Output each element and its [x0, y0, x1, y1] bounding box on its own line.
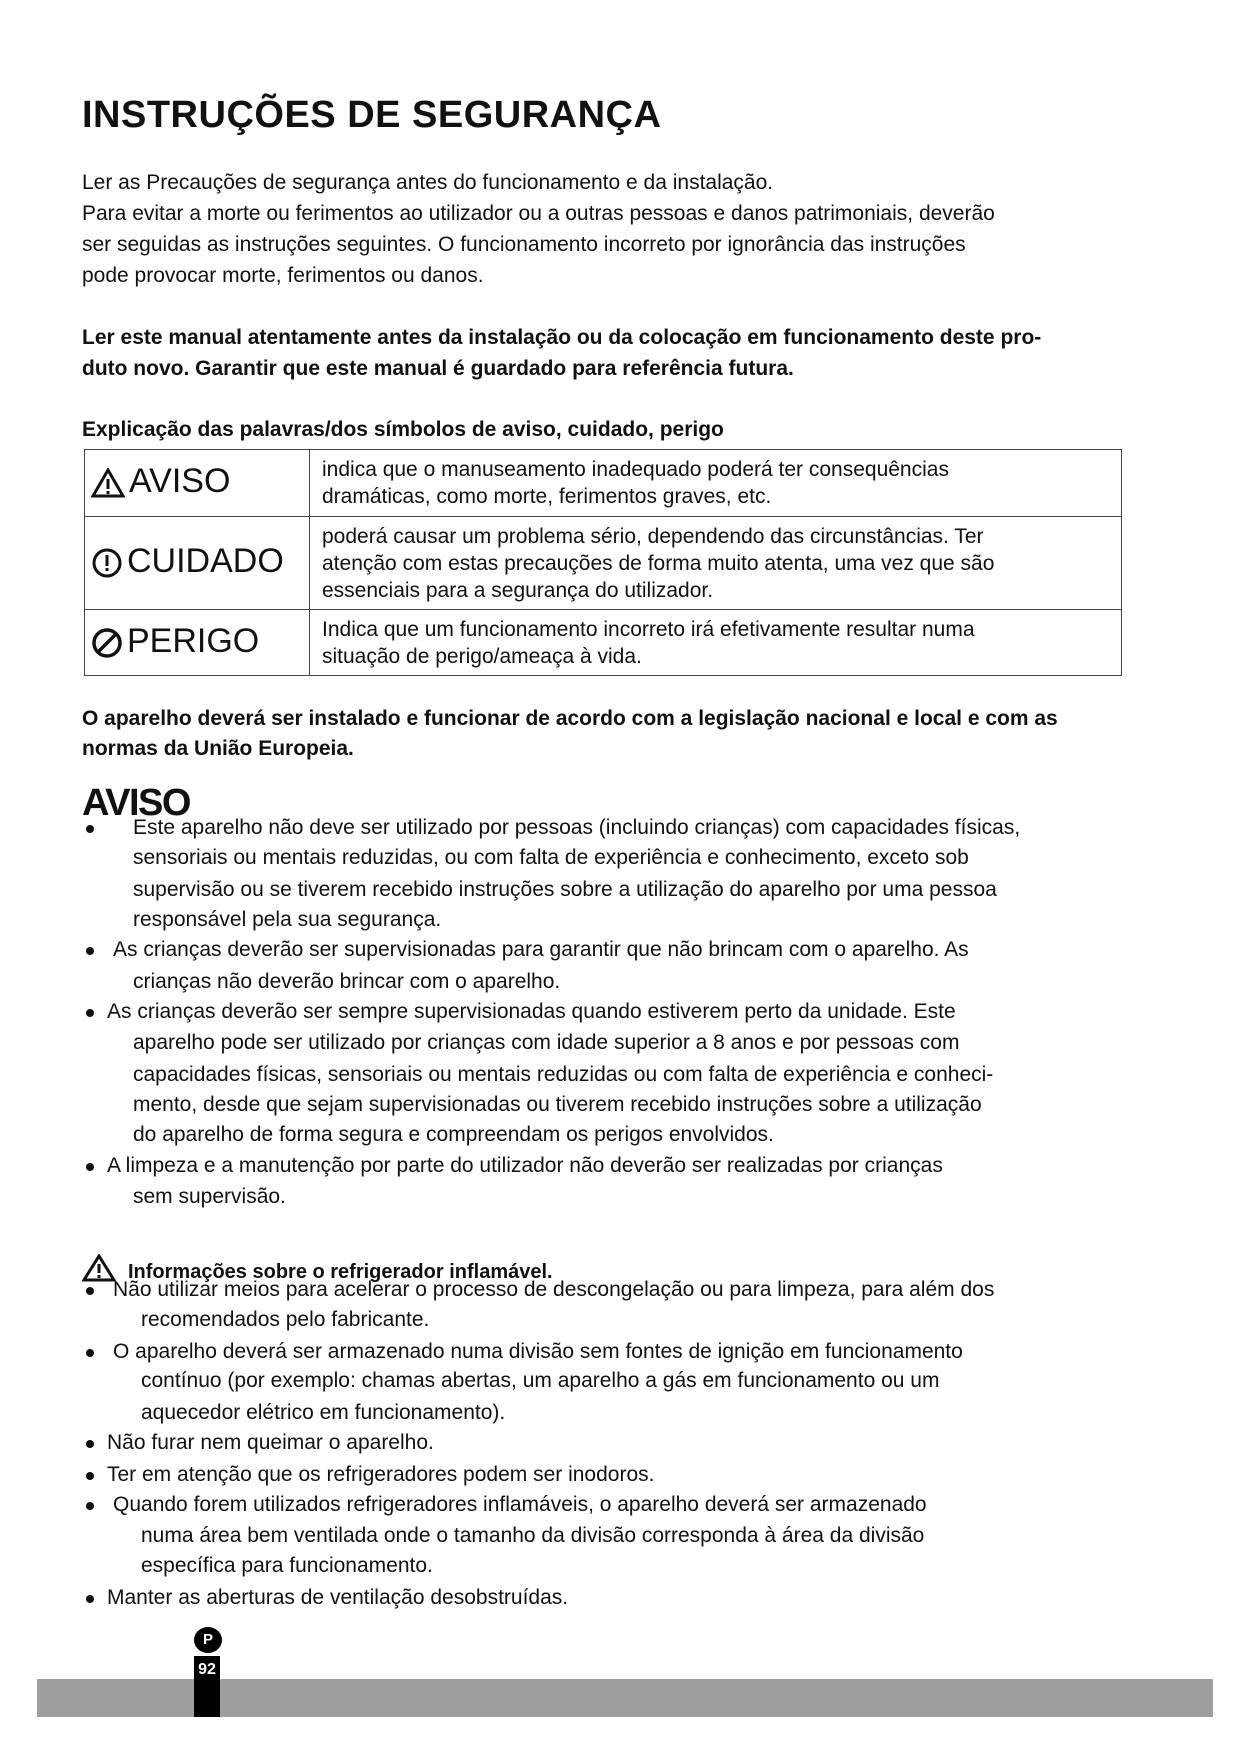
- intro-line: pode provocar morte, ferimentos ou danos.: [82, 264, 484, 287]
- legislation-note-line: O aparelho deverá ser instalado e funcionar de acordo com a legislação nacional e local e com as: [82, 707, 1058, 730]
- intro-line: ser seguidas as instruções seguintes. O funcionamento incorreto por ignorância das instruções: [82, 233, 966, 256]
- table-row: [85, 450, 1122, 517]
- language-badge: P: [194, 1627, 222, 1653]
- symbol-desc-line: atenção com estas precauções de forma muito atenta, uma vez que são: [322, 551, 995, 575]
- bullet-icon: [86, 1163, 94, 1171]
- bullet-icon: [86, 1502, 94, 1510]
- bullet-line: recomendados pelo fabricante.: [141, 1308, 430, 1331]
- symbols-table: [84, 449, 1122, 676]
- legislation-note-line: normas da União Europeia.: [82, 737, 354, 760]
- symbol-desc-line: indica que o manuseamento inadequado poderá ter consequências: [322, 458, 949, 481]
- bullet-icon: [86, 1287, 94, 1295]
- bullet-line: aparelho pode ser utilizado por crianças com idade superior a 8 anos e por pessoas com: [133, 1031, 960, 1054]
- manual-note-line: Ler este manual atentamente antes da instalação ou da colocação em funcionamento deste pro-: [82, 326, 1042, 349]
- refrigerant-heading: Informações sobre o refrigerador inflamável.: [128, 1261, 553, 1283]
- bullet-icon: [86, 1472, 94, 1480]
- intro-line: Para evitar a morte ou ferimentos ao utilizador ou a outras pessoas e danos patrimoniais, deverão: [82, 202, 995, 225]
- bullet-icon: [86, 1440, 94, 1448]
- warning-triangle-icon: [91, 468, 125, 498]
- bullet-line: mento, desde que sejam supervisionadas ou tiverem recebido instruções sobre a utilização: [133, 1093, 982, 1116]
- bullet-line: supervisão ou se tiverem recebido instruções sobre a utilização do aparelho por uma pessoa: [133, 878, 997, 901]
- symbol-label: AVISO: [129, 461, 231, 500]
- bullet-line: sem supervisão.: [133, 1185, 286, 1208]
- bullet-line: crianças não deverão brincar com o aparelho.: [133, 970, 561, 993]
- bullet-line: A limpeza e a manutenção por parte do utilizador não deverão ser realizadas por crianças: [107, 1154, 943, 1177]
- page-number: 92: [194, 1656, 220, 1717]
- table-row: [85, 610, 1122, 676]
- symbol-desc-line: situação de perigo/ameaça à vida.: [322, 644, 642, 668]
- bullet-line: Não furar nem queimar o aparelho.: [107, 1431, 434, 1454]
- bullet-line: do aparelho de forma segura e compreendam os perigos envolvidos.: [133, 1123, 774, 1146]
- symbol-desc-line: dramáticas, como morte, ferimentos graves, etc.: [322, 485, 772, 508]
- bullet-line: contínuo (por exemplo: chamas abertas, um aparelho a gás em funcionamento ou um: [141, 1369, 940, 1392]
- symbol-label: CUIDADO: [127, 541, 284, 580]
- symbols-heading: Explicação das palavras/dos símbolos de aviso, cuidado, perigo: [82, 418, 724, 441]
- page-title: INSTRUÇÕES DE SEGURANÇA: [82, 94, 662, 136]
- table-row: [85, 517, 1122, 610]
- manual-note-line: duto novo. Garantir que este manual é guardado para referência futura.: [82, 357, 794, 380]
- bullet-line: As crianças deverão ser supervisionadas para garantir que não brincam com o aparelho. As: [113, 938, 969, 961]
- symbol-desc-line: Indica que um funcionamento incorreto irá efetivamente resultar numa: [322, 617, 975, 641]
- bullet-line: capacidades físicas, sensoriais ou mentais reduzidas ou com falta de experiência e conheci-: [133, 1063, 994, 1086]
- warning-triangle-icon: [82, 1254, 116, 1282]
- bullet-icon: [86, 1595, 94, 1603]
- exclamation-circle-icon: [91, 547, 123, 579]
- bullet-line: aquecedor elétrico em funcionamento).: [141, 1401, 506, 1424]
- warning-heading: AVISO: [82, 782, 190, 824]
- bullet-line: responsável pela sua segurança.: [133, 908, 442, 931]
- bullet-icon: [86, 825, 94, 833]
- bullet-line: específica para funcionamento.: [141, 1554, 433, 1577]
- symbol-desc-line: poderá causar um problema sério, dependendo das circunstâncias. Ter: [322, 524, 984, 548]
- symbol-desc-line: essenciais para a segurança do utilizador.: [322, 578, 714, 602]
- symbol-label: PERIGO: [127, 621, 260, 660]
- bullet-line: Não utilizar meios para acelerar o processo de descongelação ou para limpeza, para além dos: [113, 1278, 995, 1301]
- bullet-line: As crianças deverão ser sempre supervisionadas quando estiverem perto da unidade. Este: [107, 1000, 956, 1023]
- bullet-icon: [86, 947, 94, 955]
- bullet-line: O aparelho deverá ser armazenado numa divisão sem fontes de ignição em funcionamento: [113, 1340, 963, 1363]
- intro-line: Ler as Precauções de segurança antes do funcionamento e da instalação.: [82, 171, 774, 194]
- bullet-line: sensoriais ou mentais reduzidas, ou com falta de experiência e conhecimento, exceto sob: [133, 846, 969, 869]
- bullet-line: Manter as aberturas de ventilação desobstruídas.: [107, 1586, 569, 1609]
- bullet-line: Quando forem utilizados refrigeradores inflamáveis, o aparelho deverá ser armazenado: [113, 1493, 927, 1516]
- prohibited-icon: [91, 627, 123, 659]
- bullet-line: Ter em atenção que os refrigeradores podem ser inodoros.: [107, 1463, 655, 1486]
- bullet-icon: [86, 1009, 94, 1017]
- bullet-icon: [86, 1349, 94, 1357]
- bullet-line: numa área bem ventilada onde o tamanho da divisão corresponda à área da divisão: [141, 1524, 925, 1547]
- bullet-line: Este aparelho não deve ser utilizado por pessoas (incluindo crianças) com capacidades físicas,: [133, 816, 1021, 839]
